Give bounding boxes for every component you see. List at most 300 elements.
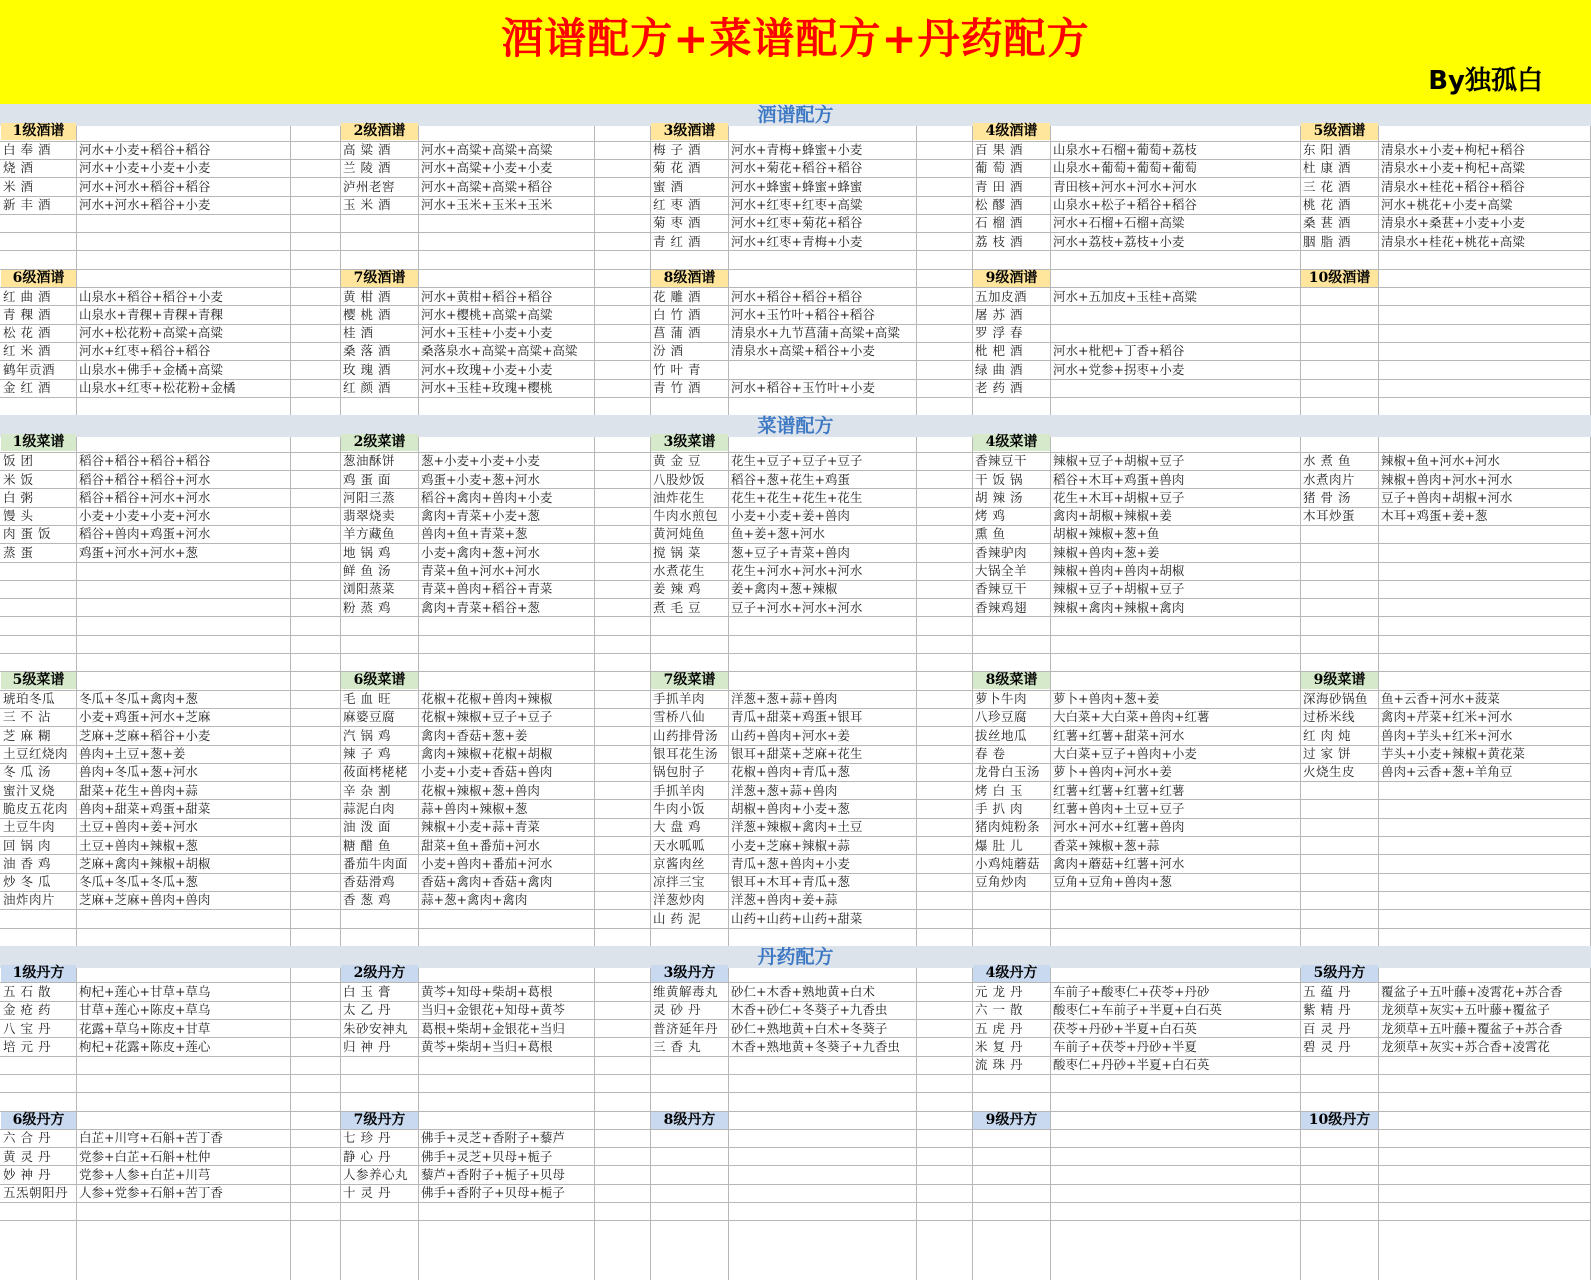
dish-item-recipe: 辣椒+豆子+胡椒+豆子 (1053, 453, 1185, 469)
dish-item-name: 油 泼 面 (343, 819, 391, 835)
dish-item-name: 河阳三蒸 (343, 489, 396, 505)
dish-item-name: 八股炒饭 (653, 471, 706, 487)
pill-item-name: 八 宝 丹 (3, 1020, 51, 1036)
dish-item-name: 饭 团 (3, 453, 34, 469)
dish-item-recipe: 胡椒+辣椒+葱+鱼 (1053, 526, 1160, 542)
wine-item-recipe: 山泉水+红枣+松花粉+金橘 (79, 380, 236, 395)
pill-item-name: 人参养心丸 (343, 1166, 409, 1182)
dish-item-recipe: 稻谷+葱+花生+鸡蛋 (731, 471, 850, 487)
grid-row-line (0, 653, 1591, 654)
dish-item-name: 油 香 鸡 (3, 855, 51, 871)
dish-item-recipe: 鸡蛋+小麦+葱+河水 (421, 471, 540, 487)
recipe-sheet (0, 104, 1591, 1280)
pill-level-header: 9级丹方 (973, 1112, 1050, 1129)
wine-item-name: 花 雕 酒 (653, 288, 701, 304)
dish-item-recipe: 禽肉+青菜+小麦+葱 (421, 508, 540, 524)
wine-item-recipe: 河水+红枣+红枣+高粱 (731, 197, 863, 212)
dish-item-name: 土豆红烧肉 (3, 746, 69, 761)
wine-level-header: 5级酒谱 (1301, 123, 1378, 140)
wine-item-recipe: 河水+青梅+蜂蜜+小麦 (731, 142, 863, 158)
pill-level-header: 7级丹方 (341, 1112, 418, 1129)
pill-item-name: 白 玉 膏 (343, 983, 391, 999)
pill-item-recipe: 枸杞+花露+陈皮+莲心 (79, 1038, 211, 1054)
dish-item-name: 黄河炖鱼 (653, 526, 706, 542)
dish-item-recipe: 小麦+芝麻+辣椒+蒜 (731, 837, 850, 853)
dish-item-name: 火烧生皮 (1303, 764, 1356, 780)
dish-item-recipe: 辣椒+豆子+胡椒+豆子 (1053, 581, 1185, 597)
dish-item-recipe: 小麦+兽肉+番茄+河水 (421, 855, 553, 871)
wine-item-recipe: 河水+玉桂+小麦+小麦 (421, 325, 553, 341)
pill-item-recipe: 木香+熟地黄+冬葵子+九香虫 (731, 1038, 900, 1054)
section-title-pill: 丹药配方 (0, 946, 1591, 968)
dish-level-header: 3级菜谱 (651, 434, 728, 451)
dish-item-recipe: 葱+小麦+小麦+小麦 (421, 453, 540, 469)
wine-item-recipe: 河水+五加皮+玉桂+高粱 (1053, 288, 1197, 304)
wine-item-recipe: 河水+红枣+稻谷+稻谷 (79, 343, 211, 359)
pill-item-recipe: 党参+人参+白芷+川芎 (79, 1166, 211, 1182)
dish-level-header: 2级菜谱 (341, 434, 418, 451)
dish-item-recipe: 小麦+禽肉+葱+河水 (421, 544, 540, 560)
pill-item-recipe: 黄芩+柴胡+当归+葛根 (421, 1038, 553, 1054)
wine-item-recipe (1053, 324, 1299, 342)
wine-item-name: 红 枣 酒 (653, 197, 701, 212)
dish-item-recipe: 芝麻+芝麻+稻谷+小麦 (79, 727, 211, 743)
wine-item-name: 鹤年贡酒 (3, 361, 56, 377)
dish-item-recipe: 禽肉+辣椒+花椒+胡椒 (421, 746, 553, 761)
dish-item-recipe: 鱼+云香+河水+菠菜 (1381, 691, 1500, 707)
wine-item-recipe (1053, 306, 1299, 324)
dish-item-name: 毛 血 旺 (343, 691, 391, 707)
pill-level-header: 6级丹方 (1, 1112, 76, 1129)
dish-item-recipe: 姜+禽肉+葱+辣椒 (731, 581, 838, 597)
wine-level-header: 7级酒谱 (341, 270, 418, 287)
wine-item-recipe: 山泉水+青稞+青稞+青稞 (79, 306, 223, 322)
dish-item-recipe: 胡椒+兽肉+小麦+葱 (731, 800, 850, 816)
dish-item-recipe: 豆子+兽肉+胡椒+河水 (1381, 489, 1513, 505)
dish-item-name: 浏阳蒸菜 (343, 581, 396, 597)
wine-item-recipe (1053, 379, 1299, 397)
dish-item-recipe: 豆子+河水+河水+河水 (731, 599, 863, 615)
pill-item-recipe: 葛根+柴胡+金银花+当归 (421, 1020, 565, 1036)
wine-item-recipe: 河水+河水+稻谷+小麦 (79, 197, 211, 212)
wine-item-recipe: 河水+黄柑+稻谷+稻谷 (421, 288, 553, 304)
dish-item-name: 炒 冬 瓜 (3, 874, 51, 890)
wine-item-recipe: 河水+小麦+小麦+小麦 (79, 160, 211, 176)
dish-item-recipe: 稻谷+禽肉+兽肉+小麦 (421, 489, 553, 505)
dish-item-recipe: 花椒+兽肉+青瓜+葱 (731, 764, 850, 780)
dish-item-name: 爆 肚 儿 (975, 837, 1023, 853)
wine-item-recipe: 河水+石榴+石榴+高粱 (1053, 215, 1185, 231)
dish-item-recipe: 蒜+兽肉+辣椒+葱 (421, 800, 528, 816)
dish-item-name: 春 卷 (975, 746, 1006, 761)
dish-item-name: 猪肉炖粉条 (975, 819, 1041, 835)
dish-item-recipe: 小麦+鸡蛋+河水+芝麻 (79, 709, 211, 725)
wine-item-recipe: 河水+玫瑰+小麦+小麦 (421, 361, 553, 377)
wine-item-recipe: 河水+高粱+小麦+小麦 (421, 160, 553, 176)
wine-item-name: 老 药 酒 (975, 380, 1023, 395)
wine-item-name: 烧 酒 (3, 160, 34, 176)
pill-item-name: 六 一 散 (975, 1002, 1023, 1018)
dish-item-name: 粉 蒸 鸡 (343, 599, 391, 615)
grid-row-line (0, 1220, 1591, 1221)
pill-item-recipe: 当归+金银花+知母+黄芩 (421, 1002, 565, 1018)
dish-item-recipe: 兽肉+土豆+葱+姜 (79, 746, 186, 761)
wine-item-recipe: 河水+小麦+稻谷+稻谷 (79, 142, 211, 158)
wine-item-recipe: 青田核+河水+河水+河水 (1053, 178, 1197, 194)
pill-item-recipe: 酸枣仁+丹砂+半夏+白石英 (1053, 1057, 1210, 1073)
pill-level-header: 10级丹方 (1301, 1112, 1378, 1129)
dish-item-name: 水煮花生 (653, 563, 706, 578)
dish-item-name: 萝卜牛肉 (975, 691, 1028, 707)
dish-item-recipe: 冬瓜+冬瓜+冬瓜+葱 (79, 874, 198, 890)
dish-item-recipe: 洋葱+葱+蒜+兽肉 (731, 782, 838, 798)
dish-item-name: 大锅全羊 (975, 563, 1028, 578)
pill-level-header: 8级丹方 (651, 1112, 728, 1129)
dish-item-recipe: 豆角+豆角+兽肉+葱 (1053, 874, 1172, 890)
wine-item-recipe: 清泉水+九节菖蒲+高粱+高粱 (731, 325, 900, 341)
wine-item-recipe: 河水+樱桃+高粱+高粱 (421, 306, 553, 322)
dish-item-recipe: 山药+山药+山药+甜菜 (731, 910, 863, 926)
pill-item-recipe: 佛手+灵芝+香附子+藜芦 (421, 1130, 565, 1146)
section-title-wine: 酒谱配方 (0, 104, 1591, 126)
dish-item-recipe: 洋葱+辣椒+禽肉+土豆 (731, 819, 863, 835)
dish-item-recipe: 辣椒+鱼+河水+河水 (1381, 453, 1500, 469)
pill-item-name: 灵 砂 丹 (653, 1002, 701, 1018)
dish-level-header: 6级菜谱 (341, 672, 418, 689)
dish-item-name: 干 饭 锅 (975, 471, 1023, 487)
wine-item-name: 绿 曲 酒 (975, 361, 1023, 377)
dish-level-header: 4级菜谱 (973, 434, 1050, 451)
dish-item-name: 香辣驴肉 (975, 544, 1028, 560)
wine-item-name: 荔 枝 酒 (975, 233, 1023, 249)
wine-item-name: 松 花 酒 (3, 325, 51, 341)
dish-item-name: 冬 瓜 汤 (3, 764, 51, 780)
dish-item-name: 辛 杂 割 (343, 782, 391, 798)
dish-item-name: 香菇滑鸡 (343, 874, 396, 890)
wine-level-header: 9级酒谱 (973, 270, 1050, 287)
dish-item-recipe: 稻谷+兽肉+鸡蛋+河水 (79, 526, 211, 542)
dish-item-recipe: 大白菜+大白菜+兽肉+红薯 (1053, 709, 1210, 725)
wine-level-header: 10级酒谱 (1301, 270, 1378, 287)
wine-item-name: 桂 酒 (343, 325, 374, 341)
dish-item-recipe: 红薯+红薯+甜菜+河水 (1053, 727, 1185, 743)
wine-level-header: 1级酒谱 (1, 123, 76, 140)
wine-item-recipe: 山泉水+葡萄+葡萄+葡萄 (1053, 160, 1197, 176)
dish-item-name: 脆皮五花肉 (3, 800, 69, 816)
dish-item-name: 蒸 蛋 (3, 544, 34, 560)
wine-item-recipe: 河水+玉竹叶+稻谷+稻谷 (731, 306, 875, 322)
dish-item-recipe: 辣椒+兽肉+河水+河水 (1381, 471, 1513, 487)
dish-item-recipe: 青瓜+甜菜+鸡蛋+银耳 (731, 709, 863, 725)
wine-item-name: 杜 康 酒 (1303, 160, 1351, 176)
grid-column-line (290, 122, 291, 1280)
grid-column-line (728, 122, 729, 1280)
dish-item-name: 山 药 泥 (653, 910, 701, 926)
dish-item-name: 洋葱炒肉 (653, 892, 706, 908)
pill-item-recipe: 白芷+川穹+石斛+苦丁香 (79, 1130, 223, 1146)
author-credit: By独孤白 (1428, 66, 1543, 96)
wine-item-name: 红 米 酒 (3, 343, 51, 359)
wine-item-recipe: 清泉水+桑葚+小麦+小麦 (1381, 215, 1525, 231)
dish-item-recipe: 禽肉+香菇+葱+姜 (421, 727, 528, 743)
dish-item-recipe: 冬瓜+冬瓜+禽肉+葱 (79, 691, 198, 707)
dish-item-name: 番茄牛肉面 (343, 855, 409, 871)
wine-item-name: 高 粱 酒 (343, 142, 391, 158)
dish-item-name: 过 家 饼 (1303, 746, 1351, 761)
title-banner (0, 0, 1591, 105)
pill-item-name: 妙 神 丹 (3, 1166, 51, 1182)
dish-item-name: 琥珀冬瓜 (3, 691, 56, 707)
wine-item-name: 桑 葚 酒 (1303, 215, 1351, 231)
pill-item-name: 五 虎 丹 (975, 1020, 1023, 1036)
wine-item-recipe: 河水+荔枝+荔枝+小麦 (1053, 233, 1185, 249)
wine-item-name: 玫 瑰 酒 (343, 361, 391, 377)
wine-item-recipe: 清泉水+桂花+桃花+高粱 (1381, 233, 1525, 249)
pill-item-name: 静 心 丹 (343, 1148, 391, 1164)
dish-item-recipe: 辣椒+小麦+蒜+青菜 (421, 819, 540, 835)
dish-item-recipe: 甜菜+花生+兽肉+蒜 (79, 782, 198, 798)
wine-level-header: 2级酒谱 (341, 123, 418, 140)
wine-item-name: 胭 脂 酒 (1303, 233, 1351, 249)
wine-item-recipe: 河水+党参+拐枣+小麦 (1053, 361, 1185, 377)
dish-item-recipe: 辣椒+兽肉+兽肉+胡椒 (1053, 563, 1185, 578)
wine-item-recipe: 山泉水+佛手+金橘+高粱 (79, 361, 223, 377)
dish-item-recipe: 洋葱+兽肉+姜+蒜 (731, 892, 838, 908)
wine-item-recipe: 河水+玉米+玉米+玉米 (421, 197, 553, 212)
wine-item-name: 青 竹 酒 (653, 380, 701, 395)
pill-item-recipe: 黄芩+知母+柴胡+葛根 (421, 983, 553, 999)
pill-item-name: 普济延年丹 (653, 1020, 719, 1036)
dish-item-recipe: 洋葱+葱+蒜+兽肉 (731, 691, 838, 707)
dish-item-name: 熏 鱼 (975, 526, 1006, 542)
grid-column-line (1378, 122, 1379, 1280)
dish-item-recipe: 河水+河水+红薯+兽肉 (1053, 819, 1185, 835)
pill-item-recipe: 车前子+酸枣仁+茯苓+丹砂 (1053, 983, 1210, 999)
wine-item-name: 菖 蒲 酒 (653, 325, 701, 341)
pill-item-recipe: 龙须草+五叶藤+覆盆子+苏合香 (1381, 1020, 1563, 1036)
wine-item-name: 青 稞 酒 (3, 306, 51, 322)
dish-level-header: 8级菜谱 (973, 672, 1050, 689)
dish-item-name: 汽 锅 鸡 (343, 727, 391, 743)
wine-item-recipe: 河水+高粱+高粱+稻谷 (421, 178, 553, 194)
wine-item-name: 桑 落 酒 (343, 343, 391, 359)
pill-level-header: 2级丹方 (341, 965, 418, 982)
dish-item-name: 土豆牛肉 (3, 819, 56, 835)
dish-item-name: 红 肉 炖 (1303, 727, 1351, 743)
dish-item-name: 牛肉小饭 (653, 800, 706, 816)
pill-item-name: 黄 灵 丹 (3, 1148, 51, 1164)
pill-item-name: 碧 灵 丹 (1303, 1038, 1351, 1054)
dish-item-name: 水煮肉片 (1303, 471, 1356, 487)
dish-item-recipe: 稻谷+木耳+鸡蛋+兽肉 (1053, 471, 1185, 487)
dish-item-name: 鲜 鱼 汤 (343, 563, 391, 578)
pill-item-recipe: 龙须草+灰实+苏合香+凌霄花 (1381, 1038, 1550, 1054)
pill-level-header: 4级丹方 (973, 965, 1050, 982)
pill-item-name: 三 香 丸 (653, 1038, 701, 1054)
wine-item-name: 白 奉 酒 (3, 142, 51, 158)
dish-item-recipe: 红薯+红薯+红薯+红薯 (1053, 782, 1185, 798)
wine-item-recipe: 清泉水+小麦+枸杞+高粱 (1381, 160, 1525, 176)
dish-item-name: 烤 白 玉 (975, 782, 1023, 798)
pill-item-name: 金 疮 药 (3, 1002, 51, 1018)
pill-item-name: 六 合 丹 (3, 1130, 51, 1146)
dish-item-recipe: 花生+豆子+豆子+豆子 (731, 453, 863, 469)
dish-item-name: 京酱肉丝 (653, 855, 706, 871)
dish-item-recipe: 萝卜+兽肉+葱+姜 (1053, 691, 1160, 707)
pill-item-recipe: 酸枣仁+车前子+半夏+白石英 (1053, 1002, 1222, 1018)
dish-item-recipe: 芝麻+禽肉+辣椒+胡椒 (79, 855, 211, 871)
pill-item-recipe: 佛手+灵芝+贝母+栀子 (421, 1148, 553, 1164)
dish-item-name: 水 煮 鱼 (1303, 453, 1351, 469)
dish-item-recipe: 鱼+姜+葱+河水 (731, 526, 825, 542)
grid-column-line (1300, 122, 1301, 1280)
dish-item-name: 三 不 沾 (3, 709, 51, 725)
dish-item-recipe: 木耳+鸡蛋+姜+葱 (1381, 508, 1488, 524)
dish-item-recipe: 甜菜+鱼+番茄+河水 (421, 837, 540, 853)
wine-item-name: 屠 苏 酒 (975, 306, 1023, 322)
pill-item-recipe: 砂仁+熟地黄+白术+冬葵子 (731, 1020, 888, 1036)
dish-item-name: 香辣豆干 (975, 581, 1028, 597)
dish-level-header: 7级菜谱 (651, 672, 728, 689)
dish-item-recipe: 蒜+葱+禽肉+禽肉 (421, 892, 528, 908)
dish-item-name: 豆角炒肉 (975, 874, 1028, 890)
wine-item-name: 菊 花 酒 (653, 160, 701, 176)
dish-item-recipe: 花生+花生+花生+花生 (731, 489, 863, 505)
pill-item-recipe: 车前子+茯苓+丹砂+半夏 (1053, 1038, 1197, 1054)
pill-item-name: 七 珍 丹 (343, 1130, 391, 1146)
dish-item-recipe: 禽肉+芹菜+红米+河水 (1381, 709, 1513, 725)
dish-item-name: 大 盘 鸡 (653, 819, 701, 835)
wine-item-name: 蜜 酒 (653, 178, 684, 194)
pill-item-name: 五炁朝阳丹 (3, 1185, 69, 1201)
dish-item-name: 小鸡炖蘑菇 (975, 855, 1041, 871)
section-title-dish: 菜谱配方 (0, 415, 1591, 437)
dish-item-name: 蒜泥白肉 (343, 800, 396, 816)
dish-item-recipe: 银耳+木耳+青瓜+葱 (731, 874, 850, 890)
wine-item-name: 五加皮酒 (975, 288, 1028, 304)
dish-item-name: 羊方藏鱼 (343, 526, 396, 542)
wine-item-name: 白 竹 酒 (653, 306, 701, 322)
dish-item-name: 糖 醋 鱼 (343, 837, 391, 853)
wine-item-name: 泸州老窖 (343, 178, 396, 194)
dish-item-recipe: 青菜+鱼+河水+河水 (421, 563, 540, 578)
pill-item-recipe: 藜芦+香附子+栀子+贝母 (421, 1166, 565, 1182)
dish-item-name: 手抓羊肉 (653, 782, 706, 798)
dish-item-name: 搅 锅 菜 (653, 544, 701, 560)
dish-item-recipe: 辣椒+禽肉+辣椒+禽肉 (1053, 599, 1185, 615)
dish-item-name: 黄 金 豆 (653, 453, 701, 469)
pill-item-name: 五 蕴 丹 (1303, 983, 1351, 999)
dish-item-name: 锅包肘子 (653, 764, 706, 780)
dish-item-name: 香辣鸡翅 (975, 599, 1028, 615)
dish-item-name: 蜜汁叉烧 (3, 782, 56, 798)
pill-level-header: 3级丹方 (651, 965, 728, 982)
wine-item-recipe: 河水+红枣+菊花+稻谷 (731, 215, 863, 231)
wine-item-name: 红 颜 酒 (343, 380, 391, 395)
pill-item-recipe: 花露+草乌+陈皮+甘草 (79, 1020, 211, 1036)
pill-item-recipe: 龙须草+灰实+五叶藤+覆盆子 (1381, 1002, 1550, 1018)
wine-item-name: 樱 桃 酒 (343, 306, 391, 322)
dish-level-header: 1级菜谱 (1, 434, 76, 451)
grid-column-line (650, 122, 651, 1280)
wine-item-recipe: 清泉水+高粱+稻谷+小麦 (731, 343, 875, 359)
dish-item-recipe: 鸡蛋+河水+河水+葱 (79, 544, 198, 560)
wine-item-recipe: 山泉水+石榴+葡萄+荔枝 (1053, 142, 1197, 158)
dish-item-recipe: 兽肉+芋头+红米+河水 (1381, 727, 1513, 743)
dish-item-recipe: 禽肉+胡椒+辣椒+姜 (1053, 508, 1172, 524)
wine-item-name: 兰 陵 酒 (343, 160, 391, 176)
dish-item-name: 麻婆豆腐 (343, 709, 396, 725)
wine-item-recipe: 河水+河水+稻谷+稻谷 (79, 178, 211, 194)
dish-item-recipe: 小麦+小麦+小麦+河水 (79, 508, 211, 524)
wine-item-name: 青 红 酒 (653, 233, 701, 249)
dish-item-name: 香 葱 鸡 (343, 892, 391, 908)
grid-column-line (972, 122, 973, 1280)
wine-item-recipe: 河水+稻谷+玉竹叶+小麦 (731, 380, 875, 395)
dish-item-recipe: 萝卜+兽肉+河水+姜 (1053, 764, 1172, 780)
pill-item-recipe: 茯苓+丹砂+半夏+白石英 (1053, 1020, 1197, 1036)
dish-item-name: 姜 辣 鸡 (653, 581, 701, 597)
wine-level-header: 6级酒谱 (1, 270, 76, 287)
dish-item-name: 馒 头 (3, 508, 34, 524)
dish-item-recipe: 花生+河水+河水+河水 (731, 563, 863, 578)
dish-item-recipe: 花椒+辣椒+葱+兽肉 (421, 782, 540, 798)
wine-item-name: 桃 花 酒 (1303, 197, 1351, 212)
dish-item-recipe: 芋头+小麦+辣椒+黄花菜 (1381, 746, 1525, 761)
page-title: 酒谱配方+菜谱配方+丹药配方 (501, 14, 1090, 63)
dish-item-recipe: 芝麻+芝麻+兽肉+兽肉 (79, 892, 211, 908)
grid-column-line (916, 122, 917, 1280)
wine-level-header: 3级酒谱 (651, 123, 728, 140)
pill-item-name: 五 石 散 (3, 983, 51, 999)
grid-row-line (0, 1074, 1591, 1075)
pill-item-name: 归 神 丹 (343, 1038, 391, 1054)
pill-item-name: 朱砂安神丸 (343, 1020, 409, 1036)
dish-item-recipe: 小麦+小麦+姜+兽肉 (731, 508, 850, 524)
wine-item-name: 百 果 酒 (975, 142, 1023, 158)
dish-item-name: 油炸肉片 (3, 892, 56, 908)
dish-item-name: 银耳花生汤 (653, 746, 719, 761)
wine-item-name: 青 田 酒 (975, 178, 1023, 194)
dish-item-name: 地 锅 鸡 (343, 544, 391, 560)
dish-item-name: 手 扒 肉 (975, 800, 1023, 816)
dish-item-recipe: 花椒+花椒+兽肉+辣椒 (421, 691, 553, 707)
dish-item-name: 芝 麻 糊 (3, 727, 51, 743)
dish-item-name: 拔丝地瓜 (975, 727, 1028, 743)
dish-item-name: 香辣豆干 (975, 453, 1028, 469)
wine-item-recipe: 清泉水+小麦+枸杞+稻谷 (1381, 142, 1525, 158)
wine-item-recipe: 河水+蜂蜜+蜂蜜+蜂蜜 (731, 178, 863, 194)
grid-column-line (1050, 122, 1051, 1280)
pill-item-recipe: 枸杞+莲心+甘草+草乌 (79, 983, 211, 999)
pill-level-header: 5级丹方 (1301, 965, 1378, 982)
dish-item-recipe: 小麦+小麦+香菇+兽肉 (421, 764, 553, 780)
dish-item-recipe: 花椒+辣椒+豆子+豆子 (421, 709, 553, 725)
dish-item-name: 煮 毛 豆 (653, 599, 701, 615)
pill-item-name: 紫 精 丹 (1303, 1002, 1351, 1018)
dish-item-recipe: 香菇+禽肉+香菇+禽肉 (421, 874, 553, 890)
dish-item-recipe: 银耳+甜菜+芝麻+花生 (731, 746, 863, 761)
grid-column-line (340, 122, 341, 1280)
wine-item-name: 枇 杷 酒 (975, 343, 1023, 359)
dish-level-header: 9级菜谱 (1301, 672, 1378, 689)
pill-item-name: 百 灵 丹 (1303, 1020, 1351, 1036)
wine-item-name: 葡 萄 酒 (975, 160, 1023, 176)
wine-item-name: 金 红 酒 (3, 380, 51, 395)
wine-item-recipe: 河水+松花粉+高粱+高粱 (79, 325, 223, 341)
pill-item-name: 维黄解毒丸 (653, 983, 719, 999)
dish-item-name: 回 锅 肉 (3, 837, 51, 853)
